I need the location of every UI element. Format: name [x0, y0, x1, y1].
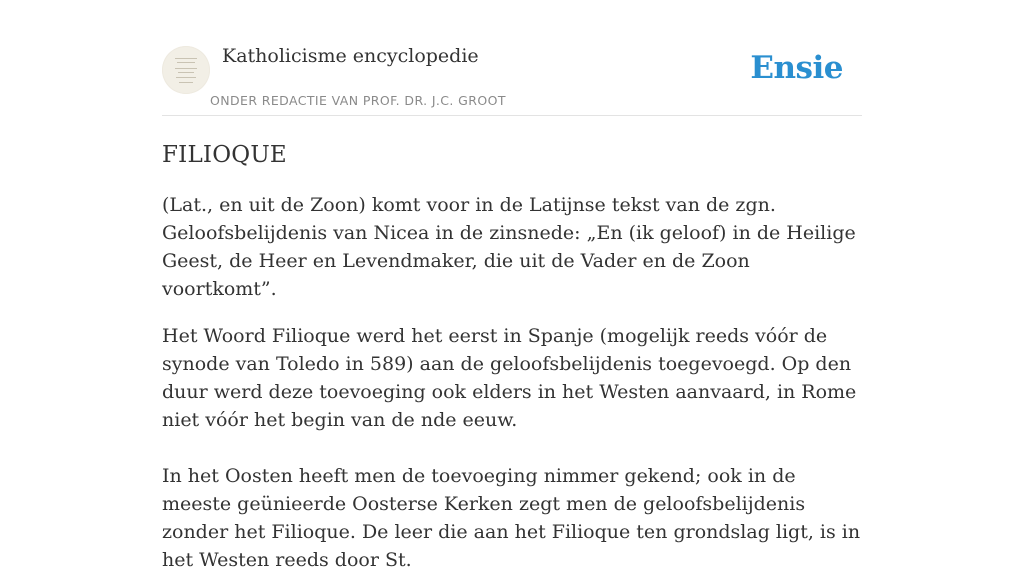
article-paragraph: (Lat., en uit de Zoon) komt voor in de Latijnse tekst van de zgn. Geloofsbelijdenis van Nicea in de zinsnede: „En (ik geloof) in de Heilige Geest, de Heer en Levendmaker, die uit de Vader en de Zoon voortkomt”.	[162, 194, 856, 300]
article-page	[162, 0, 862, 571]
book-header	[162, 0, 862, 116]
ensie-logo[interactable]: Ensie	[750, 50, 843, 86]
book-cover-icon[interactable]	[162, 46, 210, 94]
article-paragraph: Het Woord Filioque werd het eerst in Spanje (mogelijk reeds vóór de synode van Toledo in 589) aan de geloofsbelijdenis toegevoegd. Op den duur werd deze toevoeging ook elders in het Westen aanvaard, in Rome niet vóór het begin van de nde eeuw.	[162, 325, 857, 431]
book-title-link[interactable]: Katholicisme encyclopedie	[222, 45, 479, 67]
book-editor: ONDER REDACTIE VAN PROF. DR. J.C. GROOT	[210, 93, 506, 108]
article-paragraph: In het Oosten heeft men de toevoeging nimmer gekend; ook in de meeste geünieerde Oosterse Kerken zegt men de geloofsbelijdenis zonder het Filioque. De leer die aan het Filioque ten grondslag ligt, is in het Westen reeds door St.	[162, 465, 861, 571]
article-title: FILIOQUE	[162, 142, 287, 168]
